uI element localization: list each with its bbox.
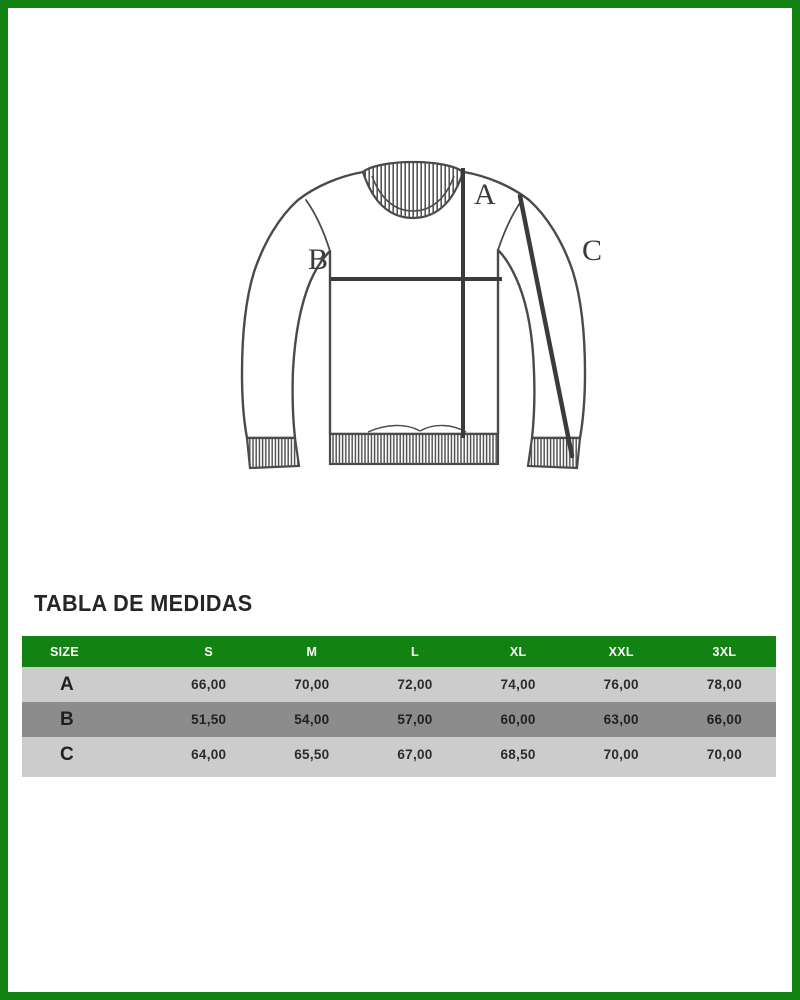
row-label-c: C [22, 737, 157, 772]
row-label-a: A [22, 667, 157, 702]
cell-c-l: 67,00 [363, 737, 466, 772]
left-cuff-ribbing [247, 438, 299, 468]
measure-label-a: A [474, 178, 496, 211]
row-label-b: B [22, 702, 157, 737]
table-bottom-strip [22, 771, 776, 777]
cell-b-xxl: 63,00 [570, 702, 673, 737]
table-row [22, 667, 776, 702]
cell-b-xl: 60,00 [467, 702, 570, 737]
cell-a-3xl: 78,00 [673, 667, 776, 702]
measurements-table [22, 636, 776, 772]
cell-c-s: 64,00 [157, 737, 260, 772]
cell-a-xl: 74,00 [467, 667, 570, 702]
table-body [22, 667, 776, 772]
cell-c-xxl: 70,00 [570, 737, 673, 772]
cell-c-m: 65,50 [260, 737, 363, 772]
cell-b-s: 51,50 [157, 702, 260, 737]
table-row [22, 737, 776, 772]
sweatshirt-diagram [220, 138, 620, 498]
column-header-s: S [157, 636, 260, 667]
cell-a-m: 70,00 [260, 667, 363, 702]
cell-b-3xl: 66,00 [673, 702, 776, 737]
cell-b-l: 57,00 [363, 702, 466, 737]
column-header-size: SIZE [22, 636, 157, 667]
garment-illustration [8, 8, 792, 568]
cell-a-l: 72,00 [363, 667, 466, 702]
column-header-xl: XL [467, 636, 570, 667]
cell-b-m: 54,00 [260, 702, 363, 737]
cell-c-xl: 68,50 [467, 737, 570, 772]
table-header-row [22, 636, 776, 667]
page-title: TABLA DE MEDIDAS [34, 590, 253, 616]
column-header-xxl: XXL [570, 636, 673, 667]
measure-label-b: B [308, 243, 329, 276]
measure-label-c: C [582, 234, 603, 267]
column-header-3xl: 3XL [673, 636, 776, 667]
column-header-m: M [260, 636, 363, 667]
cell-a-s: 66,00 [157, 667, 260, 702]
column-header-l: L [363, 636, 466, 667]
table-row [22, 702, 776, 737]
table-header [22, 636, 776, 667]
cell-c-3xl: 70,00 [673, 737, 776, 772]
cell-a-xxl: 76,00 [570, 667, 673, 702]
